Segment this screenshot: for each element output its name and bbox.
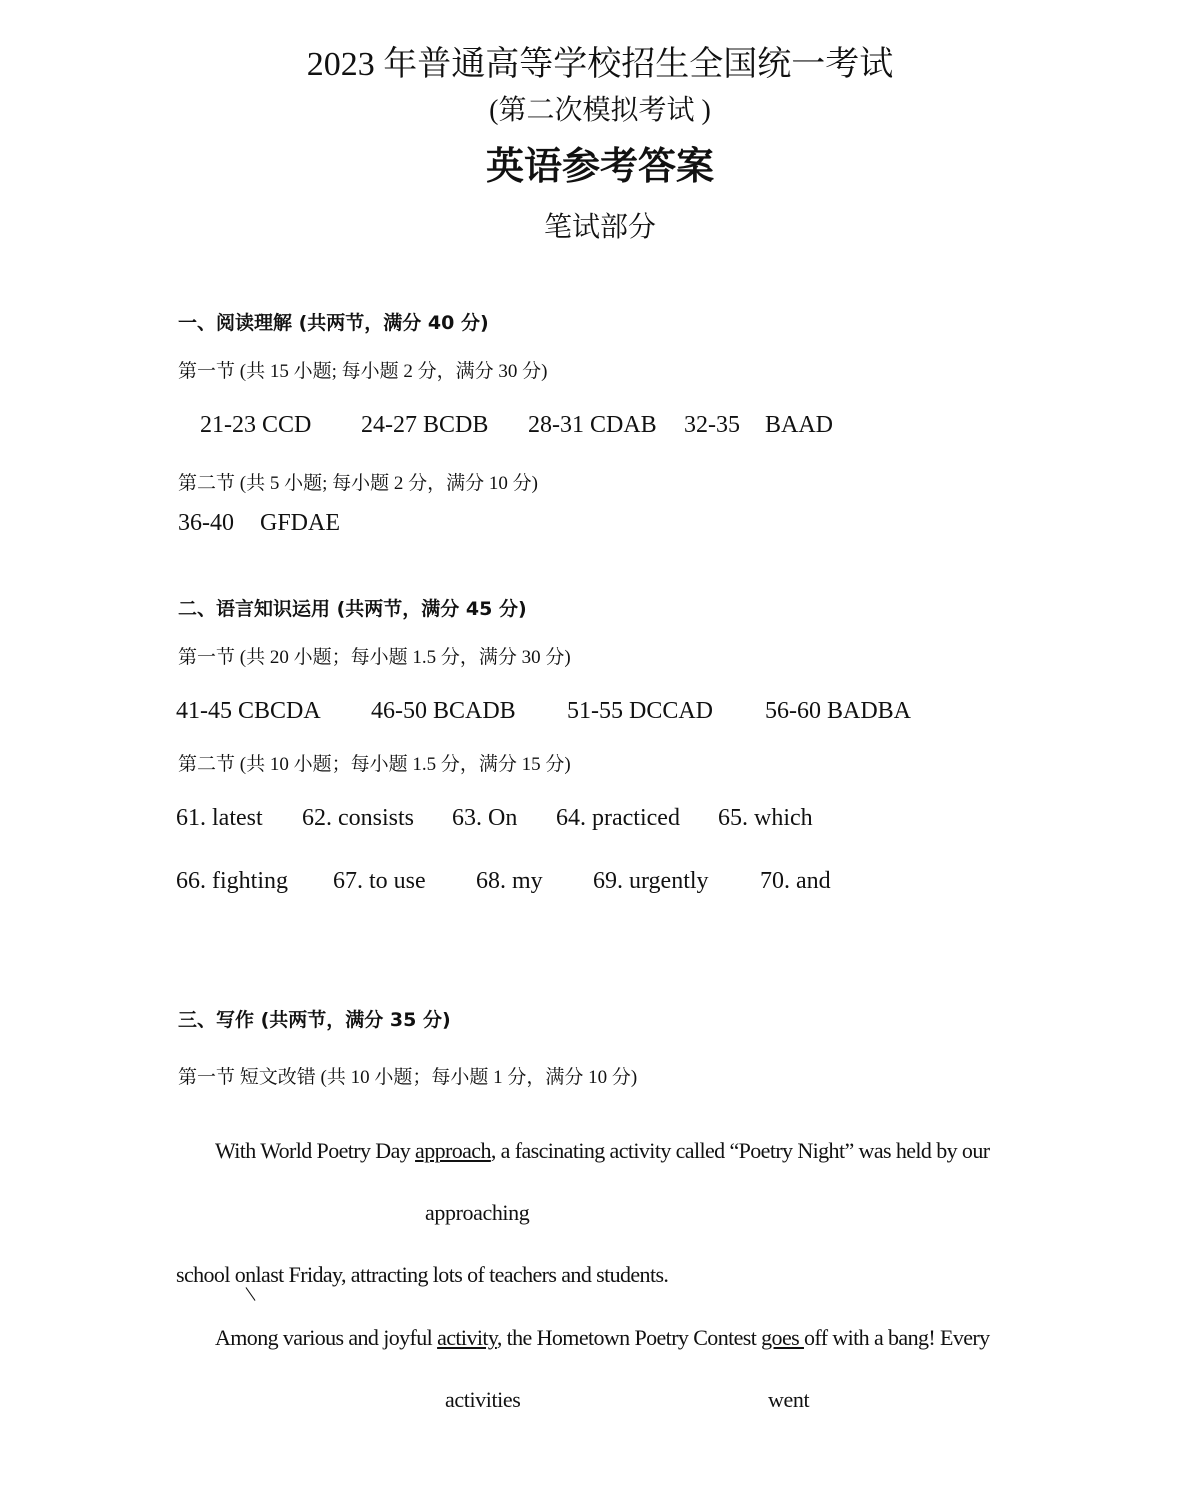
section-1-part-1-heading: 第一节 (共 15 小题; 每小题 2 分，满分 30 分) (178, 361, 548, 382)
answer-group: 56-60 BADBA (765, 698, 912, 724)
answer-group: 51-55 DCCAD (567, 698, 714, 724)
passage-text: off with a bang! Every (803, 1325, 990, 1350)
answer-group: 21-23 CCD (200, 412, 312, 438)
answer-item: 69. urgently (593, 868, 709, 894)
document-title: 英语参考答案 (485, 144, 714, 188)
section-2-part-1-heading: 第一节 (共 20 小题；每小题 1.5 分，满分 30 分) (178, 647, 571, 668)
answer-group: 46-50 BCADB (371, 698, 516, 724)
answer-group: 28-31 CDAB (528, 412, 657, 438)
answer-item: 62. consists (302, 805, 415, 831)
answer-item: 65. which (718, 805, 813, 831)
passage-text: Among various and joyful (215, 1325, 438, 1350)
answer-item: 64. practiced (556, 805, 680, 831)
section-1-part-2-heading: 第二节 (共 5 小题; 每小题 2 分，满分 10 分) (178, 473, 538, 494)
section-2-heading: 二、语言知识运用 (共两节，满分 45 分) (178, 598, 527, 620)
passage-text: school on (176, 1262, 256, 1287)
answer-item: 70. and (760, 868, 831, 894)
section-1-heading: 一、阅读理解 (共两节，满分 40 分) (178, 312, 489, 334)
passage-line (176, 1262, 668, 1288)
error-word: activity (437, 1325, 497, 1350)
passage-line (215, 1138, 989, 1164)
correction-word: went (768, 1387, 810, 1412)
answer-group: 41-45 CBCDA (176, 698, 321, 724)
answer-item: 68. my (476, 868, 543, 894)
error-word: approach (415, 1138, 491, 1163)
answer-group: BAAD (765, 412, 834, 438)
passage-text: , the Hometown Poetry Contest (496, 1325, 762, 1350)
passage-line (215, 1325, 990, 1351)
answer-group: 36-40 (178, 510, 234, 536)
answer-item: 67. to use (333, 868, 426, 894)
answer-group: 32-35 (684, 412, 740, 438)
correction-word: approaching (425, 1200, 530, 1225)
correction-word: activities (445, 1387, 521, 1412)
section-3-part-1-heading: 第一节 短文改错 (共 10 小题；每小题 1 分，满分 10 分) (178, 1067, 638, 1088)
passage-text: With World Poetry Day (215, 1138, 416, 1163)
passage-text: last Friday, attracting lots of teachers and students. (255, 1262, 669, 1287)
error-word: goes (761, 1325, 804, 1350)
answer-item: 66. fighting (176, 868, 288, 894)
answer-group: 24-27 BCDB (361, 412, 489, 438)
answer-item: 61. latest (176, 805, 263, 831)
passage-text: , a fascinating activity called “Poetry Night” was held by our (490, 1138, 990, 1163)
exam-subtitle: (第二次模拟考试 ) (489, 95, 711, 126)
part-label: 笔试部分 (543, 212, 656, 243)
answer-item: 63. On (452, 805, 518, 831)
section-3-heading: 三、写作 (共两节，满分 35 分) (178, 1009, 451, 1031)
section-2-part-2-heading: 第二节 (共 10 小题；每小题 1.5 分，满分 15 分) (178, 754, 571, 775)
answer-group: GFDAE (260, 510, 341, 536)
exam-title: 2023 年普通高等学校招生全国统一考试 (306, 46, 894, 83)
